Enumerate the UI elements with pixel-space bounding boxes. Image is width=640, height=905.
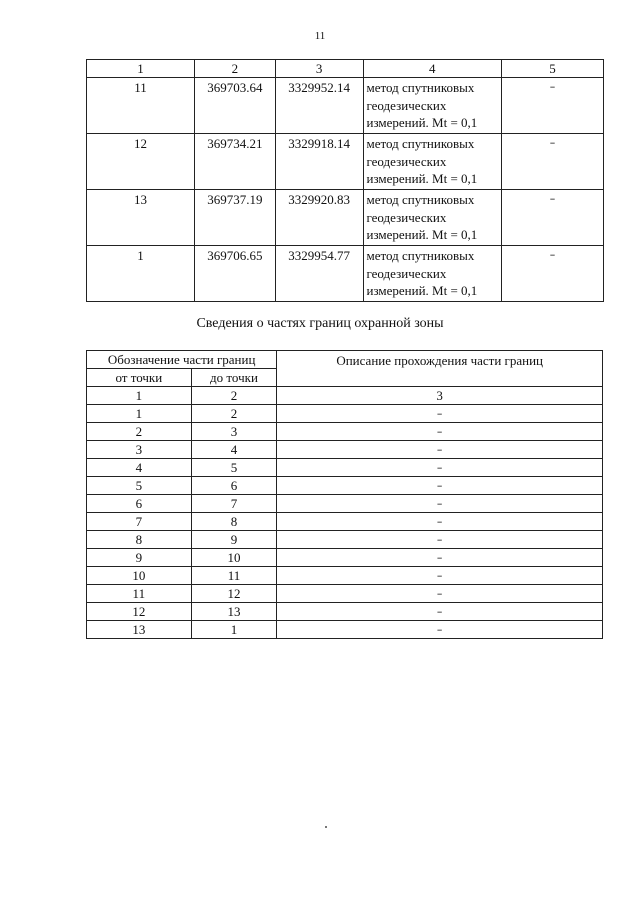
coordinate-y: 3329920.83 (275, 190, 363, 246)
part-description: – (277, 459, 603, 477)
from-point: 10 (87, 567, 192, 585)
note-cell: – (501, 246, 603, 302)
parts-row (87, 603, 603, 621)
coordinates-row (87, 78, 604, 134)
from-header: от точки (87, 369, 192, 387)
coordinates-row (87, 134, 604, 190)
part-description: – (277, 513, 603, 531)
parts-row (87, 405, 603, 423)
from-point: 3 (87, 441, 192, 459)
from-point: 2 (87, 423, 192, 441)
part-description: – (277, 405, 603, 423)
parts-row (87, 423, 603, 441)
to-point: 6 (191, 477, 277, 495)
method-cell (363, 190, 501, 246)
to-point: 2 (191, 405, 277, 423)
from-point: 12 (87, 603, 192, 621)
part-description: – (277, 531, 603, 549)
to-point: 7 (191, 495, 277, 513)
coordinate-y: 3329952.14 (275, 78, 363, 134)
method-line: метод спутниковых (366, 192, 475, 208)
to-point: 1 (191, 621, 277, 639)
parts-row (87, 495, 603, 513)
numbering-cell: 2 (191, 387, 277, 405)
coordinate-y: 3329954.77 (275, 246, 363, 302)
method-cell (363, 78, 501, 134)
part-description: – (277, 567, 603, 585)
method-line: измерений. Mt = 0,1 (366, 282, 478, 298)
method-line: геодезических (366, 153, 447, 169)
note-cell: – (501, 190, 603, 246)
parts-row (87, 549, 603, 567)
from-point: 1 (87, 405, 192, 423)
method-line: геодезических (366, 209, 447, 225)
from-point: 7 (87, 513, 192, 531)
parts-row (87, 621, 603, 639)
description-header: Описание прохождения части границ (277, 351, 603, 387)
note-cell: – (501, 134, 603, 190)
to-point: 11 (191, 567, 277, 585)
coordinates-row (87, 246, 604, 302)
method-line: измерений. Mt = 0,1 (366, 114, 478, 130)
parts-row (87, 459, 603, 477)
parts-row (87, 513, 603, 531)
method-line: метод спутниковых (366, 80, 475, 96)
to-point: 8 (191, 513, 277, 531)
page-number: 11 (314, 30, 326, 42)
from-point: 5 (87, 477, 192, 495)
method-line: геодезических (366, 97, 447, 113)
parts-header-row (87, 351, 603, 369)
method-line: измерений. Mt = 0,1 (366, 170, 478, 186)
to-point: 10 (191, 549, 277, 567)
to-point: 13 (191, 603, 277, 621)
to-point: 4 (191, 441, 277, 459)
point-number: 13 (87, 190, 195, 246)
part-description: – (277, 477, 603, 495)
part-description: – (277, 585, 603, 603)
part-description: – (277, 423, 603, 441)
coordinates-table (86, 59, 604, 302)
from-point: 11 (87, 585, 192, 603)
parts-row (87, 477, 603, 495)
coordinate-x: 369706.65 (195, 246, 276, 302)
part-description: – (277, 495, 603, 513)
to-point: 9 (191, 531, 277, 549)
method-cell (363, 134, 501, 190)
from-point: 6 (87, 495, 192, 513)
numbering-cell: 1 (87, 387, 192, 405)
to-point: 12 (191, 585, 277, 603)
coordinates-row (87, 190, 604, 246)
to-point: 5 (191, 459, 277, 477)
parts-row (87, 585, 603, 603)
to-point: 3 (191, 423, 277, 441)
coordinate-x: 369734.21 (195, 134, 276, 190)
part-description: – (277, 603, 603, 621)
part-description: – (277, 549, 603, 567)
coordinates-header-cell: 5 (501, 60, 603, 78)
method-line: метод спутниковых (366, 136, 475, 152)
method-line: геодезических (366, 265, 447, 281)
to-header: до точки (191, 369, 277, 387)
scan-speck (325, 826, 327, 828)
boundary-parts-table (86, 350, 603, 639)
part-description: – (277, 621, 603, 639)
group-header: Обозначение части границ (87, 351, 277, 369)
section-title: Сведения о частях границ охранной зоны (196, 316, 444, 331)
method-line: метод спутниковых (366, 248, 475, 264)
method-line: измерений. Mt = 0,1 (366, 226, 478, 242)
from-point: 4 (87, 459, 192, 477)
note-cell: – (501, 78, 603, 134)
point-number: 1 (87, 246, 195, 302)
point-number: 12 (87, 134, 195, 190)
parts-row (87, 567, 603, 585)
coordinates-header-cell: 2 (195, 60, 276, 78)
from-point: 8 (87, 531, 192, 549)
coordinate-y: 3329918.14 (275, 134, 363, 190)
point-number: 11 (87, 78, 195, 134)
coordinate-x: 369737.19 (195, 190, 276, 246)
coordinates-header-cell: 4 (363, 60, 501, 78)
coordinate-x: 369703.64 (195, 78, 276, 134)
coordinates-header-cell: 3 (275, 60, 363, 78)
parts-row (87, 531, 603, 549)
parts-numbering-row (87, 387, 603, 405)
numbering-cell: 3 (277, 387, 603, 405)
coordinates-header-row (87, 60, 604, 78)
parts-row (87, 441, 603, 459)
from-point: 13 (87, 621, 192, 639)
part-description: – (277, 441, 603, 459)
coordinates-header-cell: 1 (87, 60, 195, 78)
method-cell (363, 246, 501, 302)
from-point: 9 (87, 549, 192, 567)
